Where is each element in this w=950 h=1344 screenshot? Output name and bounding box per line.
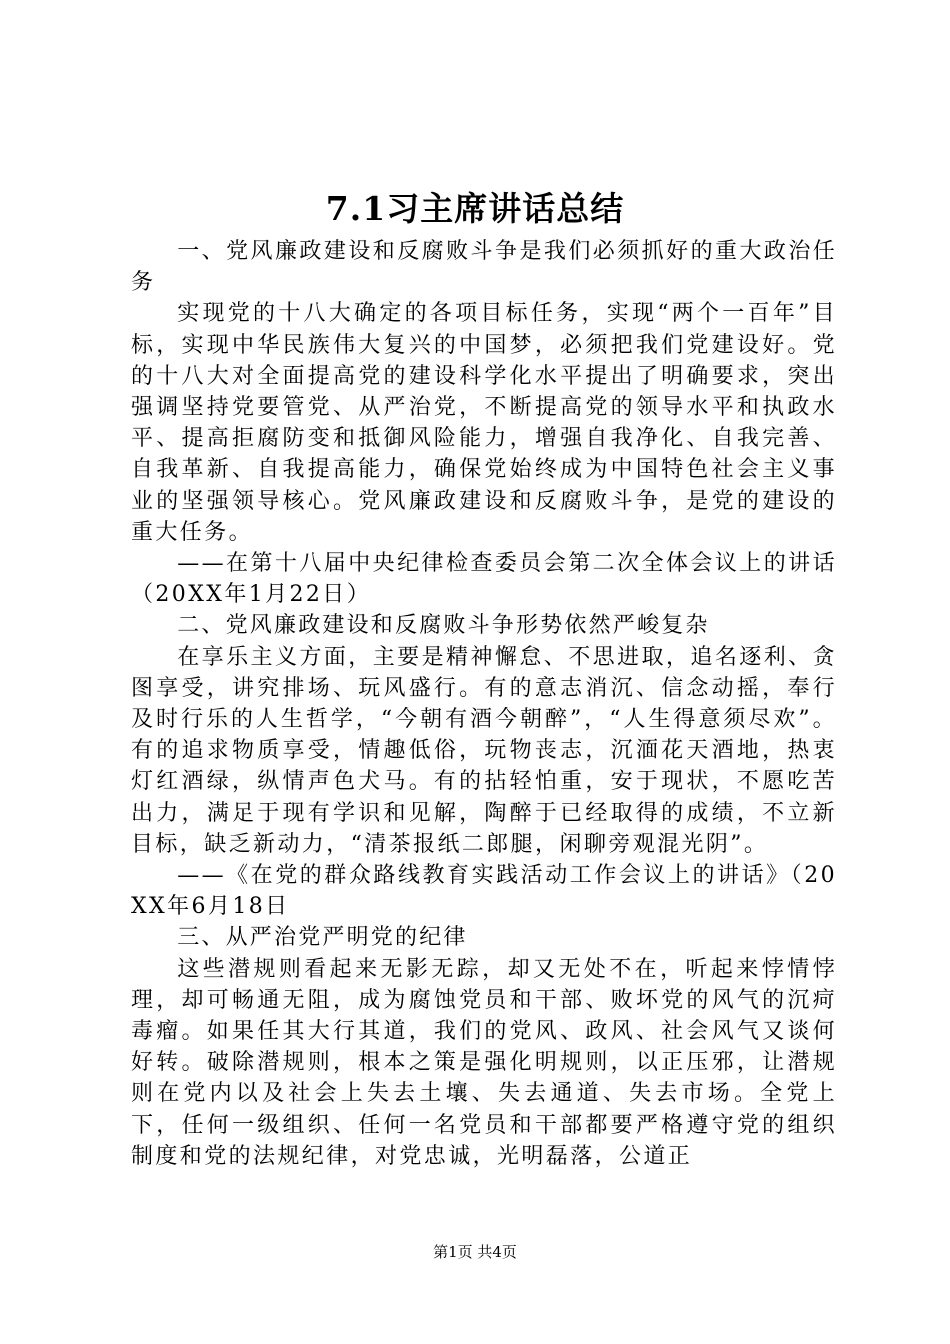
document-title: 7.1习主席讲话总结 xyxy=(325,189,625,228)
section-heading-1: 一、党风廉政建设和反腐败斗争是我们必须抓好的重大政治任务 xyxy=(131,239,837,296)
body-paragraph-3: 这些潜规则看起来无影无踪，却又无处不在，听起来悖情悖理，却可畅通无阻，成为腐蚀党员和干部、败坏党的风气的沉疴毒瘤。如果任其大行其道，我们的党风、政风、社会风气又谈何好转。破除潜规则，根本之策是强化明规则，以正压邪，让潜规则在党内以及社会上失去土壤、失去通道、失去市场。全党上下，任何一级组织、任何一名党员和干部都要严格遵守党的组织制度和党的法规纪律，对党忠诚，光明磊落，公道正 xyxy=(131,956,837,1169)
citation-1: ——在第十八届中央纪律检查委员会第二次全体会议上的讲话（20XX年1月22日） xyxy=(131,551,837,608)
citation-2: ——《在党的群众路线教育实践活动工作会议上的讲话》（20XX年6月18日 xyxy=(131,863,837,920)
body-paragraph-2: 在享乐主义方面，主要是精神懈怠、不思进取，追名逐利、贪图享受，讲究排场、玩风盛行。有的意志消沉、信念动摇，奉行及时行乐的人生哲学，“今朝有酒今朝醉”，“人生得意须尽欢”。有的追求物质享受，情趣低俗，玩物丧志，沉湎花天酒地，热衷灯红酒绿，纵情声色犬马。有的拈轻怕重，安于现状，不愿吃苦出力，满足于现有学识和见解，陶醉于已经取得的成绩，不立新目标，缺乏新动力，“清茶报纸二郎腿，闲聊旁观混光阴”。 xyxy=(131,644,837,857)
page-footer: 第1页 共4页 xyxy=(433,1243,517,1261)
section-heading-2: 二、党风廉政建设和反腐败斗争形势依然严峻复杂 xyxy=(177,613,710,639)
body-paragraph-1: 实现党的十八大确定的各项目标任务，实现“两个一百年”目标，实现中华民族伟大复兴的中国梦，必须把我们党建设好。党的十八大对全面提高党的建设科学化水平提出了明确要求，突出强调坚持党要管党、从严治党，不断提高党的领导水平和执政水平、提高拒腐防变和抵御风险能力，增强自我净化、自我完善、自我革新、自我提高能力，确保党始终成为中国特色社会主义事业的坚强领导核心。党风廉政建设和反腐败斗争，是党的建设的重大任务。 xyxy=(131,301,837,545)
document-body xyxy=(131,236,837,1172)
section-heading-3: 三、从严治党严明党的纪律 xyxy=(177,925,468,951)
